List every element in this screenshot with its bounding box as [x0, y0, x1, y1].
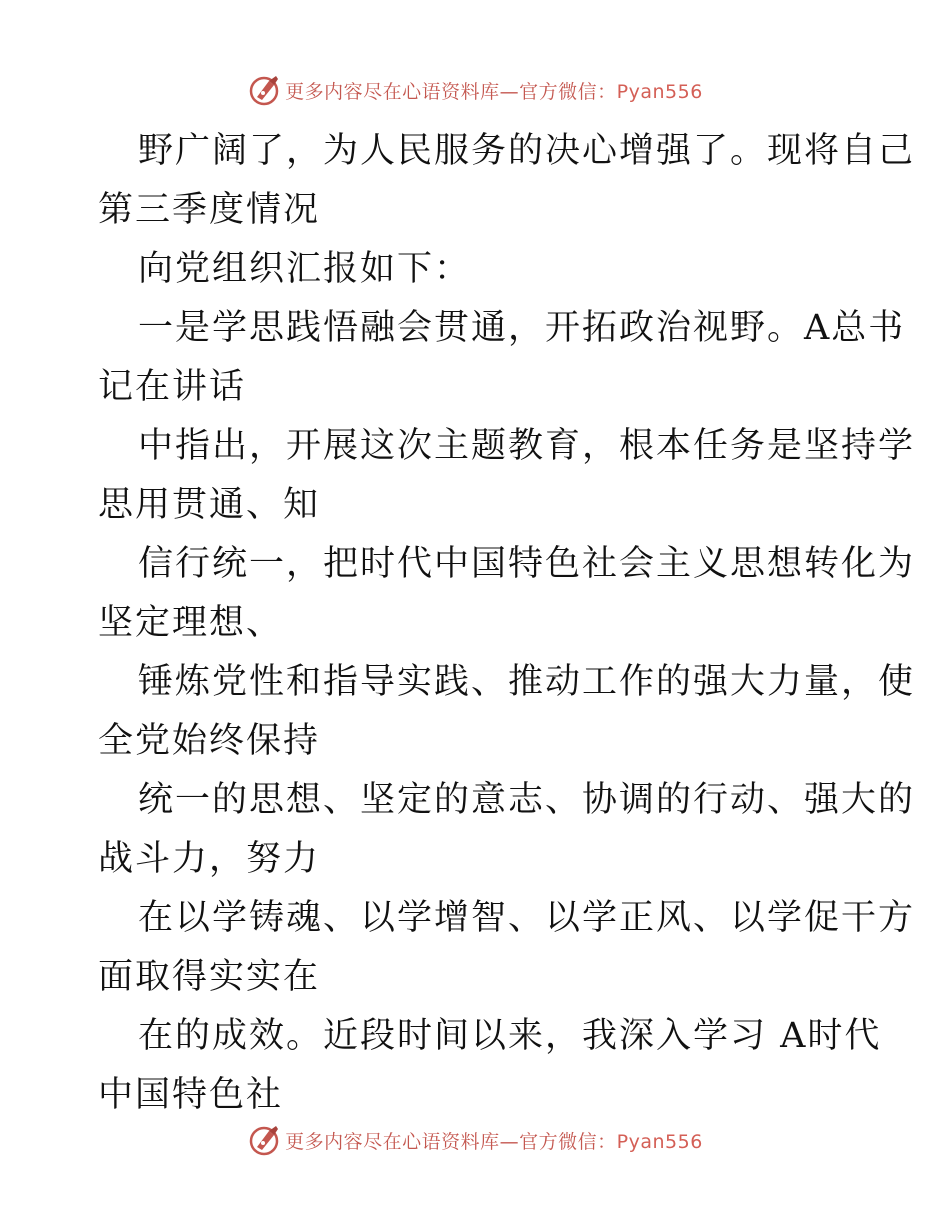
watermark-handle: Pyan556 [616, 1130, 703, 1153]
paragraph [98, 889, 916, 1007]
pen-nib-logo-icon [247, 73, 281, 107]
paragraph [98, 535, 916, 653]
paragraph-line-rest: 全党始终保持 [98, 721, 321, 761]
watermark-text: 更多内容尽在心语资料库—官方微信：Pyan556 [285, 80, 703, 103]
paragraph-line-rest: 记在讲话 [98, 367, 247, 407]
paragraph [98, 122, 916, 240]
paragraph-line-first: 向党组织汇报如下： [138, 249, 472, 289]
watermark-handle: Pyan556 [616, 80, 703, 103]
paragraph-line-first: 锤炼党性和指导实践、推动工作的强大力量，使 [138, 662, 916, 702]
paragraph-line-first: 一是学思践悟融会贯通，开拓政治视野。A总书 [138, 308, 906, 348]
paragraph-line-rest: 坚定理想、 [98, 603, 284, 643]
paragraph-line-rest: 战斗力，努力 [98, 839, 321, 879]
paragraph-line-first: 野广阔了，为人民服务的决心增强了。现将自己 [138, 131, 916, 171]
paragraph [98, 417, 916, 535]
paragraph-line-rest: 思用贯通、知 [98, 485, 321, 525]
paragraph-line-first: 统一的思想、坚定的意志、协调的行动、强大的 [138, 780, 916, 820]
pen-nib-logo-icon [247, 1123, 281, 1157]
document-body [98, 122, 916, 1125]
paragraph-line-rest: 中国特色社 [98, 1075, 284, 1115]
paragraph-line-first: 在以学铸魂、以学增智、以学正风、以学促干方 [138, 898, 916, 938]
header-watermark [0, 70, 950, 110]
paragraph [98, 771, 916, 889]
paragraph [98, 1007, 882, 1125]
paragraph [98, 240, 858, 299]
paragraph-line-first: 信行统一，把时代中国特色社会主义思想转化为 [138, 544, 916, 584]
footer-watermark [0, 1120, 950, 1160]
paragraph-line-first: 在的成效。近段时间以来，我深入学习 A时代 [138, 1016, 882, 1056]
paragraph [98, 299, 906, 417]
paragraph-line-first: 中指出，开展这次主题教育，根本任务是坚持学 [138, 426, 916, 466]
paragraph-line-rest: 面取得实实在 [98, 957, 321, 997]
paragraph [98, 653, 916, 771]
paragraph-line-rest: 第三季度情况 [98, 190, 321, 230]
watermark-text: 更多内容尽在心语资料库—官方微信：Pyan556 [285, 1130, 703, 1153]
